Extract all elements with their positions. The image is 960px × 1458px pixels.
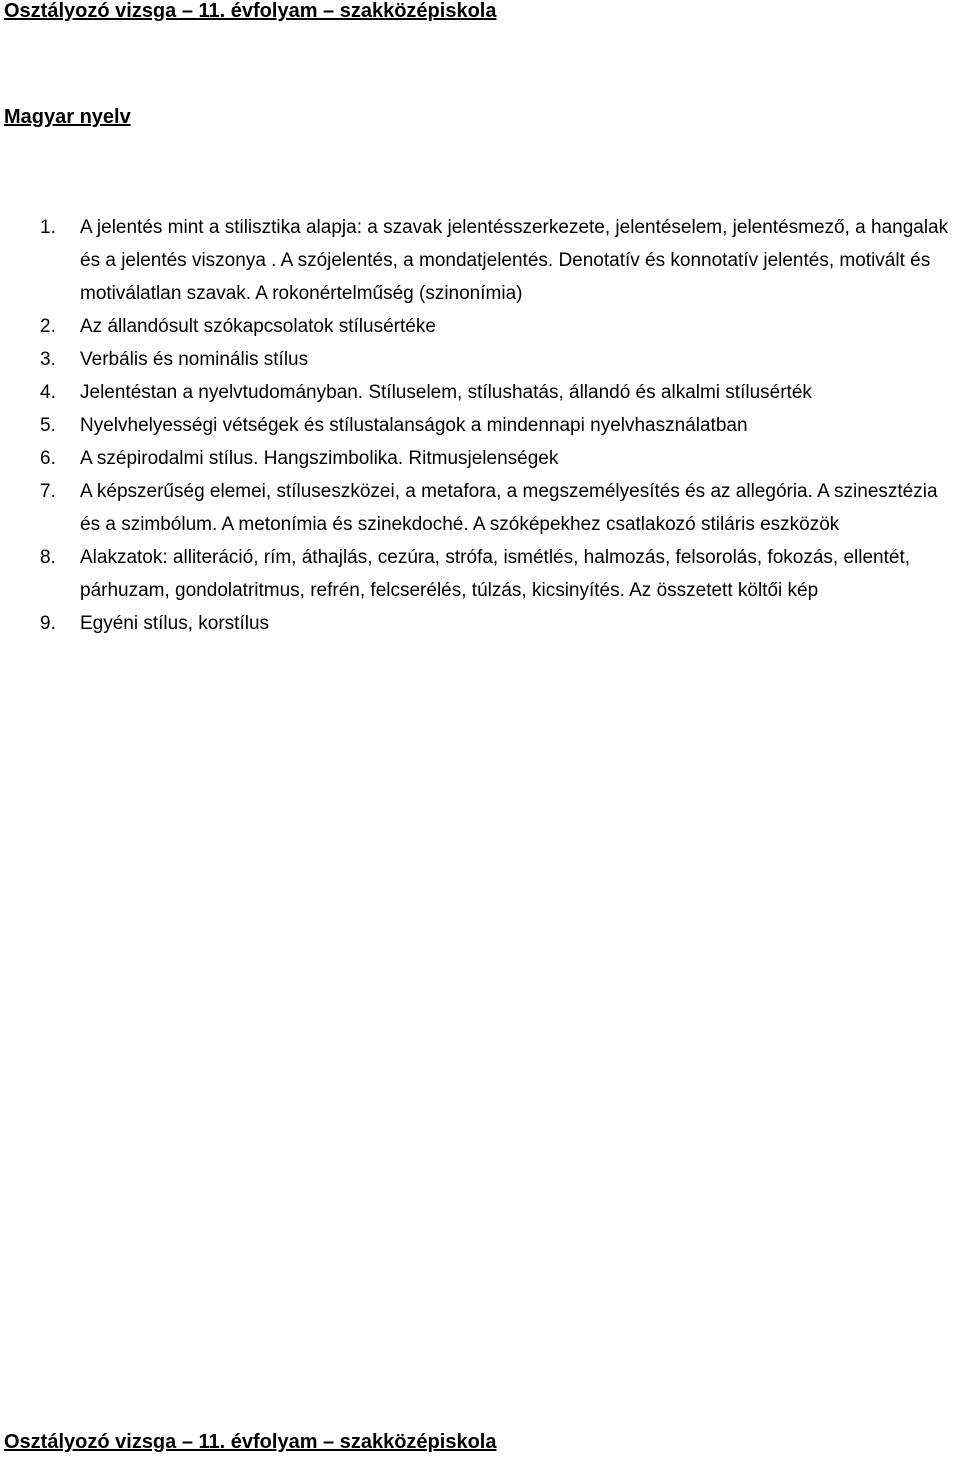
topic-number: 1. <box>40 217 56 238</box>
topic-text: Egyéni stílus, korstílus <box>80 613 270 634</box>
topic-text: Az állandósult szókapcsolatok stílusértéke <box>80 316 436 337</box>
topic-number: 7. <box>40 481 56 502</box>
topic-text: Nyelvhelyességi vétségek és stílustalanságok a mindennapi nyelvhasználatban <box>80 415 748 436</box>
topic-number: 6. <box>40 448 56 469</box>
topic-number: 5. <box>40 415 56 436</box>
topic-item <box>40 541 958 607</box>
topic-text: A szépirodalmi stílus. Hangszimbolika. Ritmusjelenségek <box>80 448 559 469</box>
topic-number: 9. <box>40 613 56 634</box>
topic-number: 2. <box>40 316 56 337</box>
topic-number: 8. <box>40 547 56 568</box>
topic-item <box>40 442 958 475</box>
topic-list <box>40 211 958 640</box>
topic-number: 4. <box>40 382 56 403</box>
topic-item <box>40 343 958 376</box>
topic-text: A jelentés mint a stilisztika alapja: a szavak jelentésszerkezete, jelentéselem, jelentésmező, a hangalak és a jelentés viszonya . A szójelentés, a mondatjelentés. Denotatív és konnotatív jelentés, motivált és motiválatlan szavak. A rokonértelműség (szinonímia) <box>80 217 949 304</box>
topic-text: Verbális és nominális stílus <box>80 349 309 370</box>
topic-number: 3. <box>40 349 56 370</box>
page-header-title: Osztályozó vizsga – 11. évfolyam – szakközépiskola <box>4 0 497 22</box>
page-footer-title: Osztályozó vizsga – 11. évfolyam – szakközépiskola <box>4 1431 497 1453</box>
topic-item <box>40 409 958 442</box>
topic-item <box>40 607 958 640</box>
topic-text: A képszerűség elemei, stíluseszközei, a metafora, a megszemélyesítés és az allegória. A szinesztézia és a szimbólum. A metonímia és szinekdoché. A szóképekhez csatlakozó stiláris eszközök <box>80 481 938 535</box>
topic-text: Jelentéstan a nyelvtudományban. Stíluselem, stílushatás, állandó és alkalmi stílusérték <box>80 382 812 403</box>
topic-item <box>40 310 958 343</box>
topic-item <box>40 376 958 409</box>
topic-item <box>40 475 958 541</box>
topic-text: Alakzatok: alliteráció, rím, áthajlás, cezúra, strófa, ismétlés, halmozás, felsorolás, fokozás, ellentét, párhuzam, gondolatritmus, refrén, felcserélés, túlzás, kicsinyítés. Az összetett költői kép <box>80 547 911 601</box>
topic-item <box>40 211 958 310</box>
subject-title: Magyar nyelv <box>4 106 131 128</box>
